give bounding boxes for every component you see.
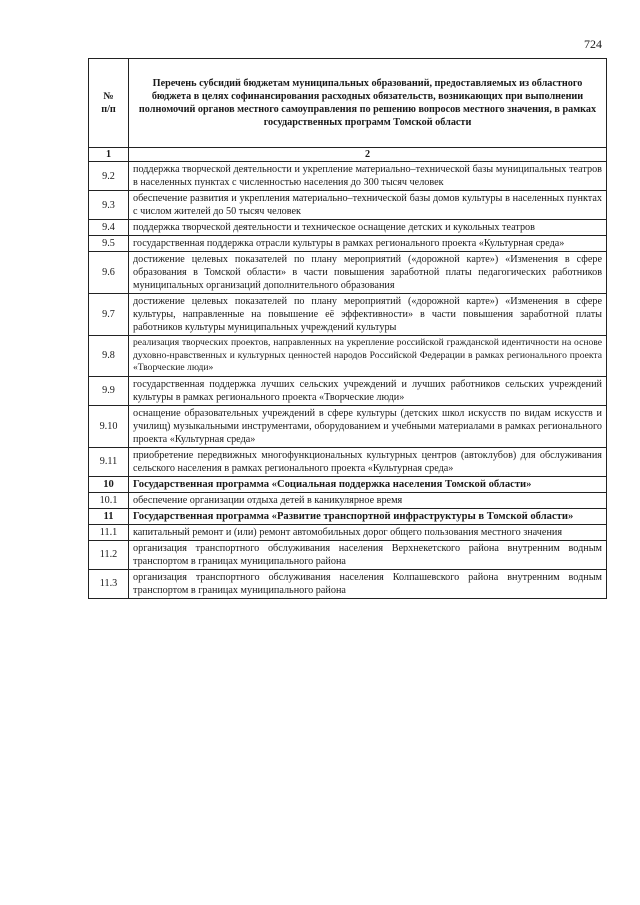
row-description: Государственная программа «Развитие транспортной инфраструктуры в Томской области» bbox=[129, 508, 607, 524]
row-number: 9.7 bbox=[89, 294, 129, 336]
column-index-row bbox=[89, 148, 607, 162]
table-row bbox=[89, 569, 607, 598]
row-description: поддержка творческой деятельности и техническое оснащение детских и кукольных театров bbox=[129, 220, 607, 236]
row-number: 9.6 bbox=[89, 252, 129, 294]
table-body bbox=[89, 148, 607, 599]
subsidies-table bbox=[88, 58, 607, 599]
row-description: приобретение передвижных многофункциональных культурных центров (автоклубов) для обслуживания сельского населения в рамках регионального проекта «Культурная среда» bbox=[129, 447, 607, 476]
row-description: государственная поддержка отрасли культуры в рамках регионального проекта «Культурная среда» bbox=[129, 236, 607, 252]
row-number: 9.4 bbox=[89, 220, 129, 236]
table-row bbox=[89, 524, 607, 540]
row-number: 11.2 bbox=[89, 540, 129, 569]
row-description: поддержка творческой деятельности и укрепление материально–технической базы муниципальных театров в населенных пунктах с численностью населения до 300 тысяч человек bbox=[129, 162, 607, 191]
table-row bbox=[89, 492, 607, 508]
row-description: государственная поддержка лучших сельских учреждений и лучших работников сельских учреждений культуры в рамках регионального проекта «Творческие люди» bbox=[129, 376, 607, 405]
table-row bbox=[89, 220, 607, 236]
column-index-1: 1 bbox=[89, 148, 129, 162]
row-number: 9.10 bbox=[89, 405, 129, 447]
row-description: организация транспортного обслуживания населения Верхнекетского района внутренним водным транспортом в границах муниципального района bbox=[129, 540, 607, 569]
row-number: 9.8 bbox=[89, 336, 129, 377]
column-index-2: 2 bbox=[129, 148, 607, 162]
table-title: Перечень субсидий бюджетам муниципальных образований, предоставляемых из областного бюджета в целях софинансирования расходных обязательств, возникающих при выполнении полномочий органов местного самоуправления по решению вопросов местного значения, в рамках государственных программ Томской области bbox=[129, 59, 607, 148]
row-number: 11.3 bbox=[89, 569, 129, 598]
program-row bbox=[89, 476, 607, 492]
table-row bbox=[89, 252, 607, 294]
table-row bbox=[89, 376, 607, 405]
table-row bbox=[89, 447, 607, 476]
row-number: 10.1 bbox=[89, 492, 129, 508]
table-row bbox=[89, 191, 607, 220]
row-description: реализация творческих проектов, направленных на укрепление российской гражданской идентичности на основе духовно-нравственных и культурных ценностей народов Российской Федерации в рамках регионального проекта «Творческие люди» bbox=[129, 336, 607, 377]
row-description: организация транспортного обслуживания населения Колпашевского района внутренним водным транспортом в границах муниципального района bbox=[129, 569, 607, 598]
row-number: 10 bbox=[89, 476, 129, 492]
row-number: 9.11 bbox=[89, 447, 129, 476]
row-description: обеспечение организации отдыха детей в каникулярное время bbox=[129, 492, 607, 508]
row-description: достижение целевых показателей по плану мероприятий («дорожной карте») «Изменения в сфере культуры, направленные на повышение её эффективности» в части повышения заработной платы работников культуры муниципальных учреждений культуры bbox=[129, 294, 607, 336]
table-row bbox=[89, 236, 607, 252]
row-number: 9.3 bbox=[89, 191, 129, 220]
row-number: 9.5 bbox=[89, 236, 129, 252]
row-description: Государственная программа «Социальная поддержка населения Томской области» bbox=[129, 476, 607, 492]
row-description: достижение целевых показателей по плану мероприятий («дорожной карте») «Изменения в сфере образования в Томской области» в части повышения заработной платы педагогических работников муниципальных организаций дополнительного образования bbox=[129, 252, 607, 294]
row-number: 9.2 bbox=[89, 162, 129, 191]
table-row bbox=[89, 162, 607, 191]
number-column-header bbox=[89, 59, 129, 148]
row-number: 11 bbox=[89, 508, 129, 524]
table-header-row bbox=[89, 59, 607, 148]
row-description: капитальный ремонт и (или) ремонт автомобильных дорог общего пользования местного значения bbox=[129, 524, 607, 540]
row-number: 11.1 bbox=[89, 524, 129, 540]
page-number: 724 bbox=[584, 37, 602, 51]
table-row bbox=[89, 294, 607, 336]
row-number: 9.9 bbox=[89, 376, 129, 405]
row-description: обеспечение развития и укрепления материально–технической базы домов культуры в населенных пунктах с числом жителей до 50 тысяч человек bbox=[129, 191, 607, 220]
table-row bbox=[89, 540, 607, 569]
table-row bbox=[89, 405, 607, 447]
program-row bbox=[89, 508, 607, 524]
row-description: оснащение образовательных учреждений в сфере культуры (детских школ искусств по видам искусств и училищ) музыкальными инструментами, оборудованием и учебными материалами в рамках регионального проекта «Культурная среда» bbox=[129, 405, 607, 447]
table-row bbox=[89, 336, 607, 377]
number-column-header-label: № п/п bbox=[101, 91, 116, 115]
